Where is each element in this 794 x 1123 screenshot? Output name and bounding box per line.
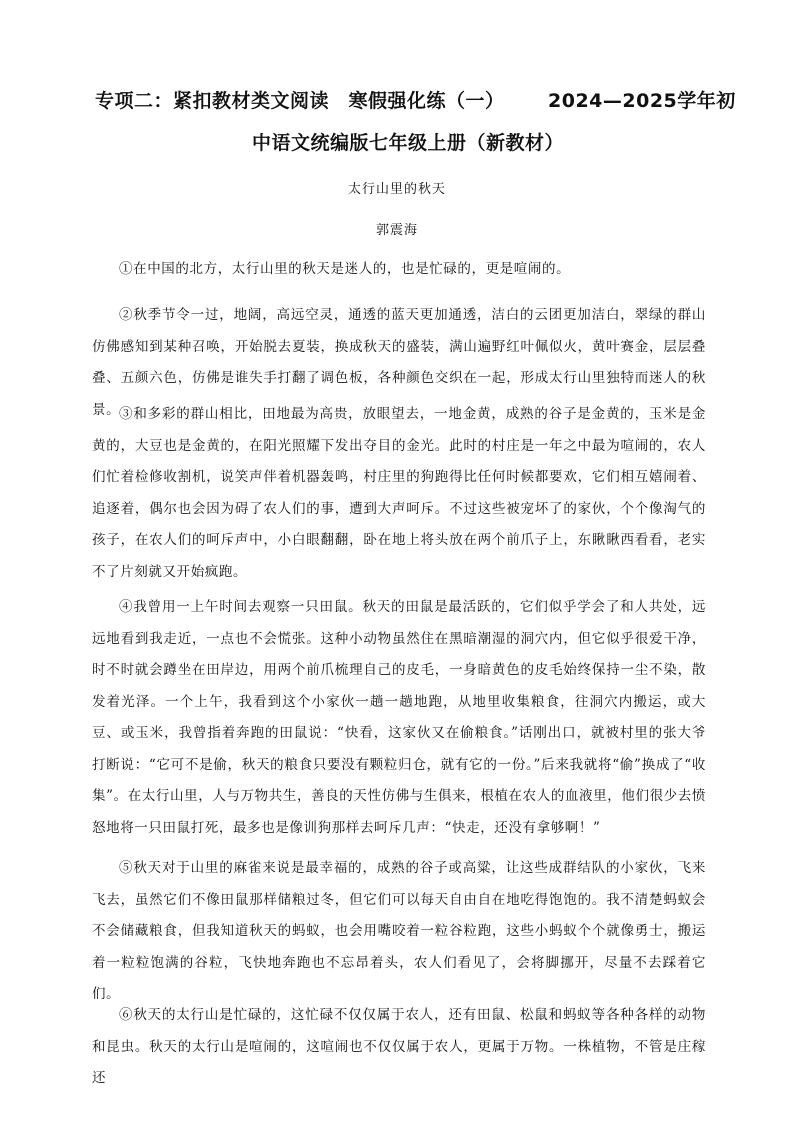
paragraph-4: ④我曾用一上午时间去观察一只田鼠。秋天的田鼠是最活跃的，它们似乎学会了和人共处，远远地看到我走近，一点也不会慌张。这种小动物虽然住在黑暗潮湿的洞穴内，但它似乎很爱干净，时不时就会蹲坐在田岸边，用两个前爪梳理自己的皮毛，一身暗黄色的皮毛始终保持一尘不染，散发着光泽。一个上午，我看到这个小家伙一趟一趟地跑，从地里收集粮食，往洞穴内搬运，或大豆、或玉米，我曾指着奔跑的田鼠说：“快看，这家伙又在偷粮食。”话刚出口，就被村里的张大爷打断说：“它可不是偷，秋天的粮食只要没有颗粒归仓，就有它的一份。”后来我就将“偷”换成了“收集”。在太行山里，人与万物共生，善良的天性仿佛与生俱来，根植在农人的血液里，他们很少去愤怒地将一只田鼠打死，最多也是像训狗那样去呵斥几声：“快走，还没有拿够啊！” [92, 599, 706, 836]
article-author: 郭震海 [375, 223, 418, 238]
document-title-part2: 2024—2025学年初 [548, 90, 736, 112]
document-title-part1: 专项二：紧扣教材类文阅读 寒假强化练（一） [95, 90, 505, 112]
paragraph-3: ③和多彩的群山相比，田地最为高贵，放眼望去，一地金黄，成熟的谷子是金黄的，玉米是金黄的，大豆也是金黄的，在阳光照耀下发出夺目的金光。此时的村庄是一年之中最为喧闹的，农人们忙着检修收割机，说笑声伴着机器轰鸣，村庄里的狗跑得比任何时候都要欢，它们相互嬉闹着、追逐着，偶尔也会因为碍了农人们的事，遭到大声呵斥。不过这些被宠坏了的家伙，个个像淘气的孩子，在农人们的呵斥声中，小白眼翻翻，卧在地上将头放在两个前爪子上，东瞅瞅西看看，老实不了片刻就又开始疯跑。 [92, 406, 706, 580]
article-title: 太行山里的秋天 [347, 182, 446, 197]
document-title-line2: 中语文统编版七年级上册（新教材） [252, 132, 565, 154]
paragraph-1: ①在中国的北方，太行山里的秋天是迷人的，也是忙碌的，更是喧闹的。 [119, 261, 571, 277]
paragraph-2: ②秋季节令一过，地阔，高远空灵，通透的蓝天更加通透，洁白的云团更加洁白，翠绿的群山仿佛感知到某种召唤，开始脱去夏装，换成秋天的盛装，满山遍野红叶佩似火，黄叶赛金，层层叠叠、五颜六色，仿佛是谁失手打翻了调色板，各种颜色交织在一起，形成太行山里独特而迷人的秋景。 [92, 307, 706, 418]
paragraph-5: ⑤秋天对于山里的麻雀来说是最幸福的，成熟的谷子或高粱，让这些成群结队的小家伙，飞来飞去，虽然它们不像田鼠那样储粮过冬，但它们可以每天自由自在地吃得饱饱的。我不清楚蚂蚁会不会储藏粮食，但我知道秋天的蚂蚁，也会用嘴咬着一粒谷粒跑，这些小蚂蚁个个就像勇士，搬运着一粒粒饱满的谷粒，飞快地奔跑也不忘昂着头，农人们看见了，会将脚挪开，尽量不去踩着它们。 [92, 860, 706, 1002]
paragraph-6: ⑥秋天的太行山是忙碌的，这忙碌不仅仅属于农人，还有田鼠、松鼠和蚂蚁等各种各样的动物和昆虫。秋天的太行山是喧闹的，这喧闹也不仅仅属于农人，更属于万物。一株植物，不管是庄稼还 [92, 1007, 706, 1086]
